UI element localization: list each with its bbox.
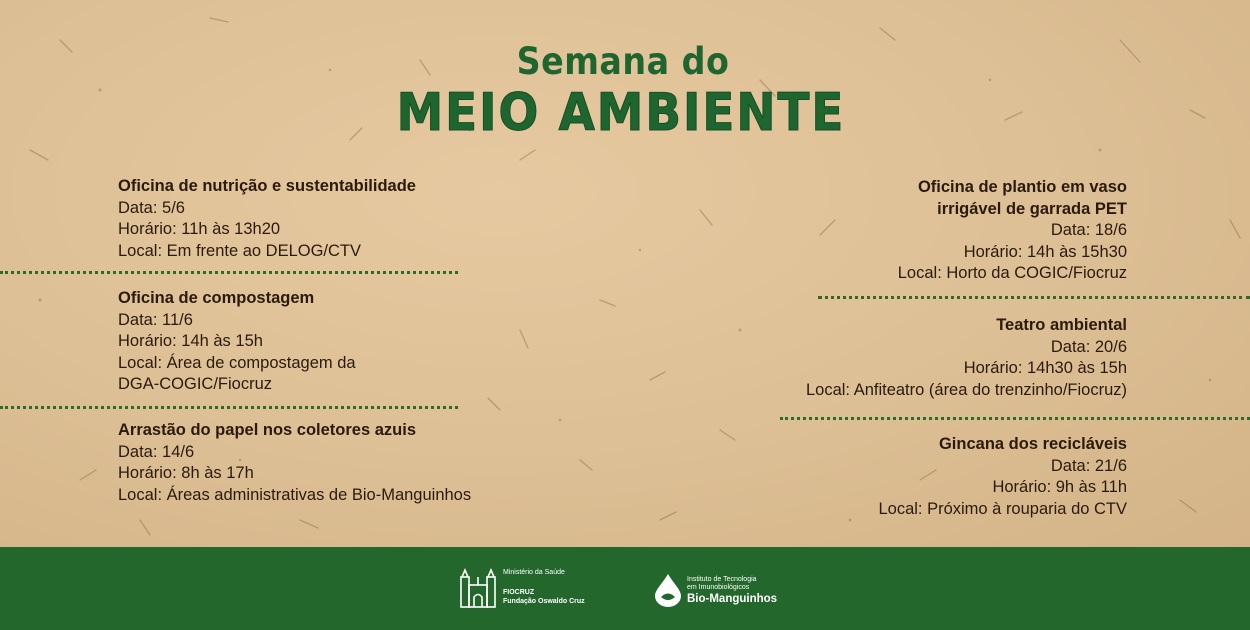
event-date: Data: 18/6 (1050, 221, 1127, 239)
bio-line2: em Imunobiológicos (687, 584, 750, 591)
fiocruz-org: FIOCRUZ (503, 589, 535, 596)
title-line-2: MEIO AMBIENTE (396, 83, 846, 143)
separator-dotted (0, 271, 458, 274)
event-name: Gincana dos recicláveis (938, 435, 1127, 453)
event-name: Oficina de plantio em vaso (917, 178, 1127, 196)
event-time: Horário: 9h às 11h (992, 478, 1127, 496)
event-time: Horário: 14h às 15h30 (963, 242, 1127, 261)
separator-dotted (818, 296, 1250, 299)
bio-manguinhos-drop-icon (652, 572, 684, 608)
event-compostagem (118, 288, 356, 396)
event-date: Data: 20/6 (1050, 337, 1127, 356)
title-line-1: Semana do (516, 40, 730, 83)
event-location-cont: DGA-COGIC/Fiocruz (118, 375, 273, 393)
bio-name: Bio-Manguinhos (687, 593, 778, 605)
event-name: Oficina de compostagem (118, 289, 315, 307)
event-arrastao (118, 420, 471, 506)
event-date: Data: 14/6 (118, 442, 195, 461)
event-date: Data: 5/6 (118, 198, 185, 217)
event-name-cont: irrigável de garrada PET (937, 199, 1127, 218)
bio-line1: Instituto de Tecnologia (687, 576, 757, 583)
separator-dotted (780, 417, 1250, 420)
event-location: Local: Horto da COGIC/Fiocruz (897, 264, 1127, 282)
fiocruz-org-full: Fundação Oswaldo Cruz (503, 598, 585, 605)
event-nutricao (118, 176, 416, 262)
event-teatro (806, 315, 1127, 401)
event-time: Horário: 8h às 17h (118, 464, 254, 482)
event-name: Teatro ambiental (996, 316, 1127, 334)
event-name: Oficina de nutrição e sustentabilidade (118, 177, 416, 195)
event-location: Local: Áreas administrativas de Bio-Manguinhos (118, 485, 472, 504)
event-time: Horário: 14h30 às 15h (963, 359, 1127, 377)
event-plantio (898, 177, 1127, 285)
event-time: Horário: 14h às 15h (118, 332, 263, 350)
event-name: Arrastão do papel nos coletores azuis (118, 421, 416, 439)
footer-bar (0, 547, 1250, 630)
event-location: Local: Próximo à rouparia do CTV (878, 499, 1127, 518)
separator-dotted (0, 406, 458, 409)
event-location: Local: Área de compostagem da (118, 353, 356, 372)
event-location: Local: Em frente ao DELOG/CTV (118, 241, 362, 260)
fiocruz-castle-icon (458, 567, 498, 609)
fiocruz-ministry: Ministério da Saúde (503, 569, 565, 576)
event-gincana (878, 434, 1127, 520)
event-date: Data: 21/6 (1050, 456, 1127, 475)
event-time: Horário: 11h às 13h20 (118, 220, 281, 238)
event-date: Data: 11/6 (118, 310, 193, 329)
event-location: Local: Anfiteatro (área do trenzinho/Fiocruz) (805, 380, 1127, 399)
